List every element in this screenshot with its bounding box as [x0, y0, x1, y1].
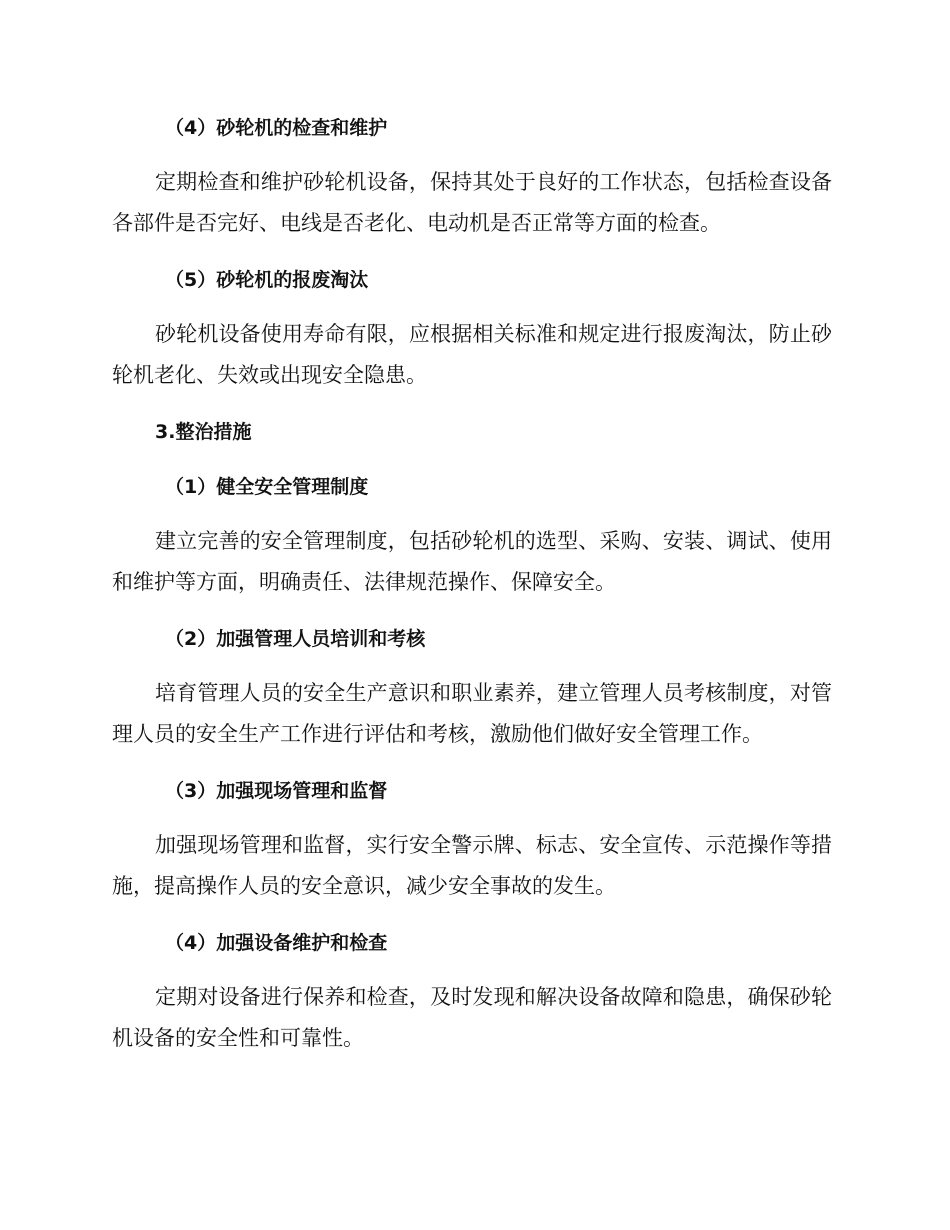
subheading-site-supervision: （3）加强现场管理和监督: [165, 780, 388, 802]
paragraph-grinder-scrapping: 砂轮机设备使用寿命有限，应根据相关标准和规定进行报废淘汰，防止砂轮机老化、失效或出现安全隐患。: [112, 322, 832, 387]
subheading-staff-training: （2）加强管理人员培训和考核: [165, 628, 426, 650]
paragraph-safety-system: 建立完善的安全管理制度，包括砂轮机的选型、采购、安装、调试、使用和维护等方面，明确责任、法律规范操作、保障安全。: [112, 529, 832, 594]
subheading-grinder-scrapping: （5）砂轮机的报废淘汰: [165, 269, 369, 291]
subheading-equipment-maintenance: （4）加强设备维护和检查: [165, 932, 388, 954]
paragraph-equipment-maintenance: 定期对设备进行保养和检查，及时发现和解决设备故障和隐患，确保砂轮机设备的安全性和可靠性。: [112, 985, 832, 1050]
paragraph-staff-training: 培育管理人员的安全生产意识和职业素养，建立管理人员考核制度，对管理人员的安全生产工作进行评估和考核，激励他们做好安全管理工作。: [112, 681, 832, 746]
paragraph-grinder-inspection: 定期检查和维护砂轮机设备，保持其处于良好的工作状态，包括检查设备各部件是否完好、电线是否老化、电动机是否正常等方面的检查。: [112, 170, 832, 235]
section-heading-rectification: 3.整治措施: [155, 421, 252, 443]
paragraph-site-supervision: 加强现场管理和监督，实行安全警示牌、标志、安全宣传、示范操作等措施，提高操作人员的安全意识，减少安全事故的发生。: [112, 833, 832, 898]
subheading-safety-system: （1）健全安全管理制度: [165, 476, 369, 498]
subheading-grinder-inspection: （4）砂轮机的检查和维护: [165, 117, 388, 139]
